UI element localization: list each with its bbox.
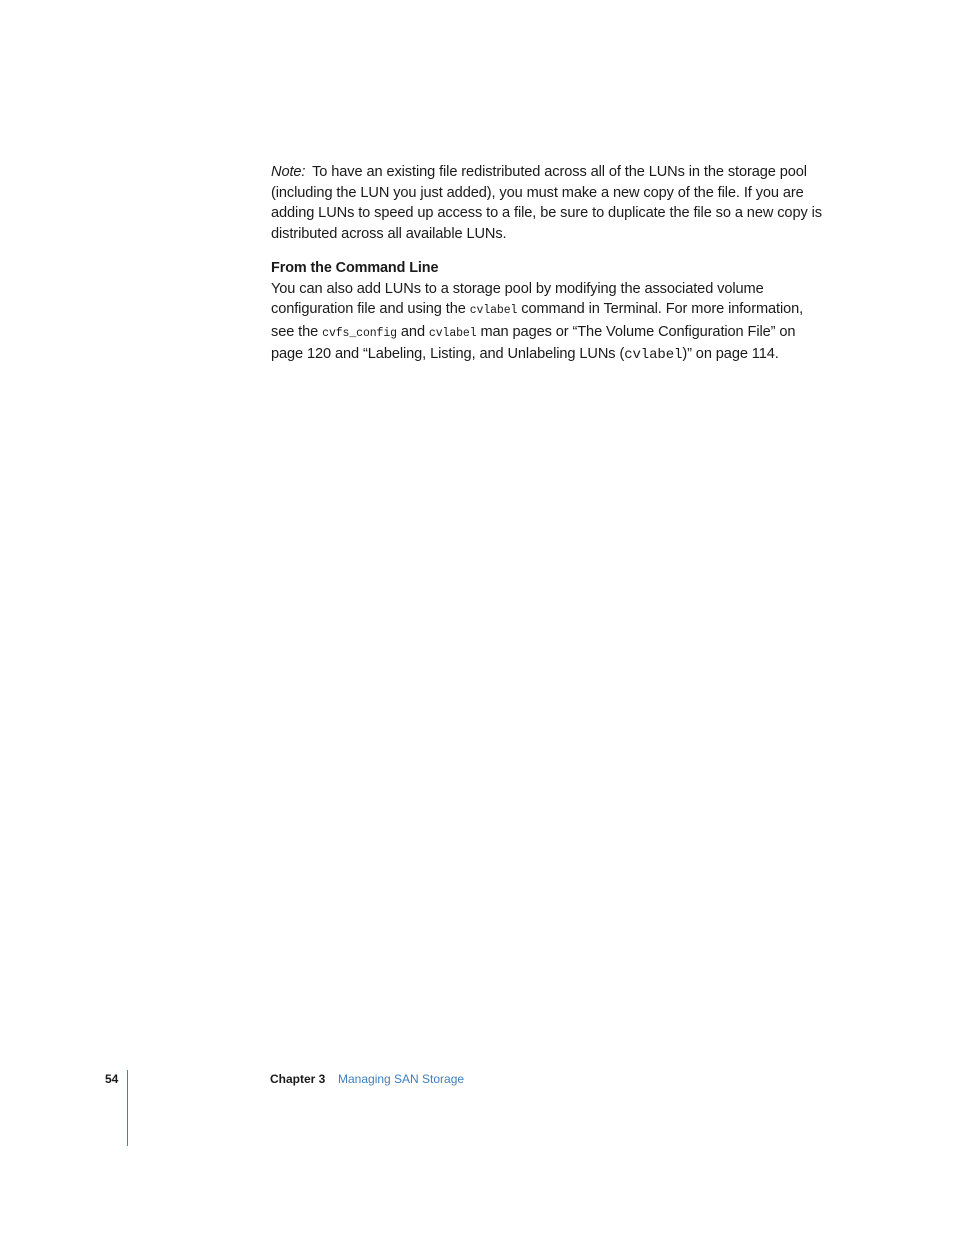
footer-chapter-label: Chapter 3 — [270, 1072, 326, 1086]
page-number: 54 — [105, 1072, 119, 1086]
code-cvlabel-1: cvlabel — [469, 304, 518, 317]
code-cvlabel-2: cvlabel — [428, 326, 477, 340]
para-text-3: and — [396, 323, 429, 340]
note-label: Note: — [271, 164, 306, 180]
para-text-1: You can also add LUNs to a storage pool by modifying the associated volume configuration file and using the — [271, 280, 764, 317]
main-content — [271, 162, 823, 366]
code-cvlabel-3: cvlabel — [624, 347, 683, 363]
section-paragraph — [271, 279, 823, 366]
code-cvfs-config: cvfs_config — [322, 326, 397, 340]
para-text-5: )” on page 114. — [682, 346, 779, 362]
section-heading: From the Command Line — [271, 260, 439, 276]
footer-divider — [127, 1070, 128, 1146]
para-text-4: man pages or “The Volume Configuration File” on page 120 and “Labeling, Listing, and Unlabeling LUNs ( — [271, 323, 796, 362]
para-text-2: command in Terminal. For more information, see the — [271, 301, 804, 340]
footer-chapter-title: Managing SAN Storage — [338, 1072, 465, 1086]
note-paragraph — [271, 162, 823, 244]
note-text: To have an existing file redistributed across all of the LUNs in the storage pool (including the LUN you just added), you must make a new copy of the file. If you are adding LUNs to speed up access to a file, be sure to duplicate the file so a new copy is distributed across all available LUNs. — [271, 164, 822, 242]
